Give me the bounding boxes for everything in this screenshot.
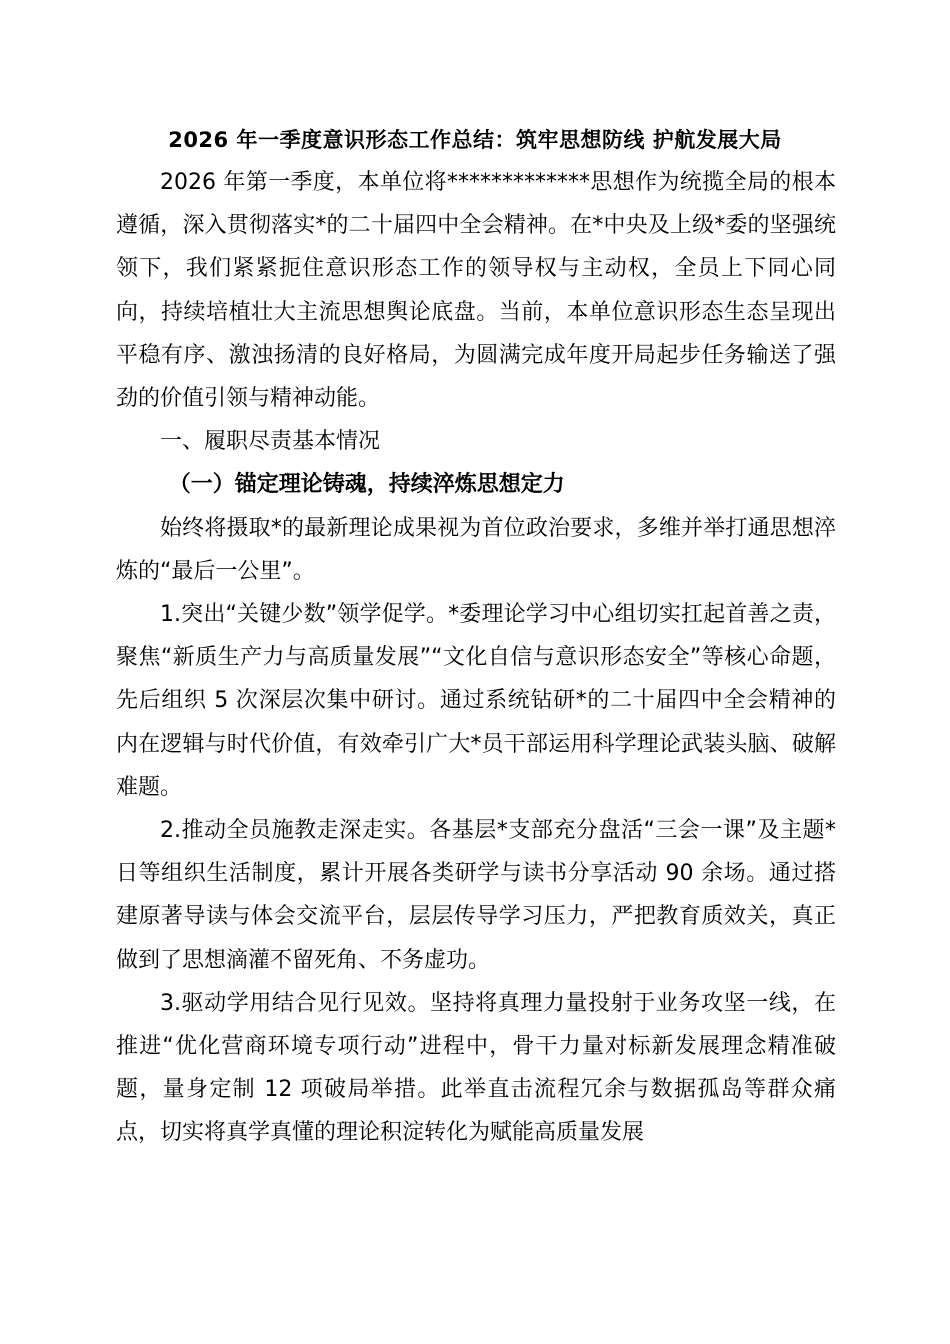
intro-paragraph: 2026 年第一季度，本单位将*************思想作为统揽全局的根本遵循，深入贯彻落实*的二十届四中全会精神。在*中央及上级*委的坚强统领下，我们紧紧扼住意识形态工作的领导权与主动权，全员上下同心同向，持续培植壮大主流思想舆论底盘。当前，本单位意识形态生态呈现出平稳有序、激浊扬清的良好格局，为圆满完成年度开局起步任务输送了强劲的价值引领与精神动能。 [116,170,836,412]
body-paragraph: 3.驱动学用结合见行见效。坚持将真理力量投射于业务攻坚一线，在推进“优化营商环境专项行动”进程中，骨干力量对标新发展理念精准破题，量身定制 12 项破局举措。此举直击流程冗余与数据孤岛等群众痛点，切实将真学真懂的理论积淀转化为赋能高质量发展 [116,990,836,1146]
body-paragraph: 1.突出“关键少数”领学促学。*委理论学习中心组切实扛起首善之责，聚焦“新质生产力与高质量发展”“文化自信与意识形态安全”等核心命题，先后组织 5 次深层次集中研讨。通过系统钻研*的二十届四中全会精神的内在逻辑与时代价值，有效牵引广大*员干部运用科学理论武装头脑、破解难题。 [116,602,836,800]
document-body [116,161,836,1155]
subsection-heading: （一）锚定理论铸魂，持续淬炼思想定力 [168,472,565,498]
document-title: 2026 年一季度意识形态工作总结：筑牢思想防线 护航发展大局 [168,128,782,152]
body-paragraph: 始终将摄取*的最新理论成果视为首位政治要求，多维并举打通思想淬炼的“最后一公里”。 [116,515,836,584]
body-paragraph: 2.推动全员施教走深走实。各基层*支部充分盘活“三会一课”及主题*日等组织生活制度，累计开展各类研学与读书分享活动 90 余场。通过搭建原著导读与体会交流平台，层层传导学习压力，严把教育质效关，真正做到了思想滴灌不留死角、不务虚功。 [116,818,836,973]
section-heading: 一、履职尽责基本情况 [160,429,381,455]
